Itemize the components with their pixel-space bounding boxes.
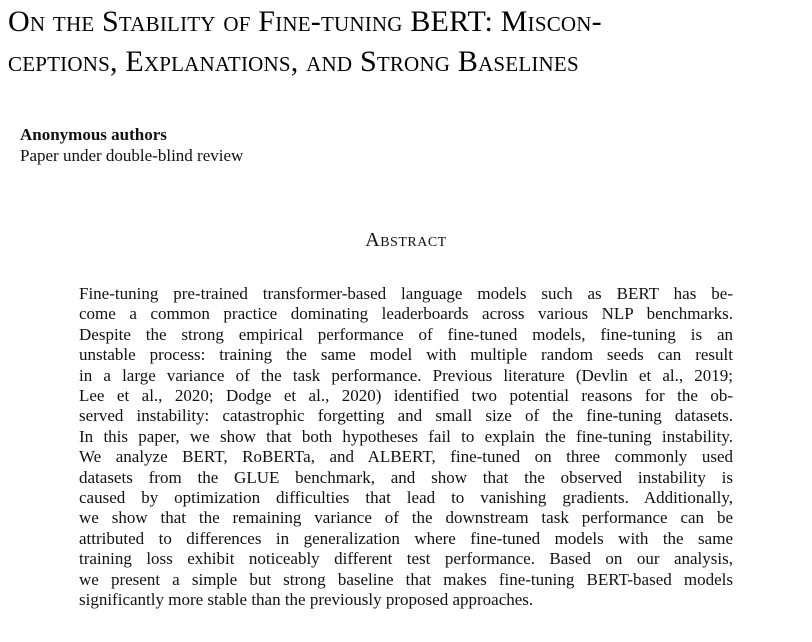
abstract-line: Fine-tuning pre-trained transformer-based language models such as BERT has be-: [79, 284, 733, 303]
abstract-line: caused by optimization difficulties that lead to vanishing gradients. Additionally,: [79, 488, 733, 508]
author-name: Anonymous authors: [20, 125, 167, 144]
abstract-line: in a large variance of the task performance. Previous literature (Devlin et al., 2019;: [79, 365, 733, 385]
abstract-line: training loss exhibit noticeably different test performance. Based on our analysis,: [79, 549, 733, 569]
abstract-heading: Abstract: [365, 229, 447, 251]
title-line: On the Stability of Fine-tuning BERT: Miscon-: [8, 5, 602, 38]
abstract-line: attributed to differences in generalization where fine-tuned models with the same: [79, 528, 733, 548]
abstract-line: unstable process: training the same model with multiple random seeds can result: [79, 345, 733, 365]
abstract-line: served instability: catastrophic forgetting and small size of the fine-tuning datasets.: [79, 406, 733, 426]
abstract-line: datasets from the GLUE benchmark, and show that the observed instability is: [79, 467, 733, 487]
abstract-line: We analyze BERT, RoBERTa, and ALBERT, fine-tuned on three commonly used: [79, 447, 733, 467]
author-affiliation: Paper under double-blind review: [20, 146, 244, 165]
abstract-line: Lee et al., 2020; Dodge et al., 2020) identified two potential reasons for the ob-: [79, 386, 733, 406]
abstract-line: significantly more stable than the previously proposed approaches.: [79, 590, 534, 610]
abstract-line: we show that the remaining variance of the downstream task performance can be: [79, 508, 733, 528]
abstract-body: [79, 284, 733, 611]
title-line: ceptions, Explanations, and Strong Baselines: [8, 45, 579, 78]
author-block: [20, 124, 243, 166]
abstract-line: In this paper, we show that both hypotheses fail to explain the fine-tuning instability.: [79, 426, 733, 446]
abstract-line: we present a simple but strong baseline that makes fine-tuning BERT-based models: [79, 569, 733, 589]
abstract-line: Despite the strong empirical performance of fine-tuned models, fine-tuning is an: [79, 324, 733, 344]
abstract-line: come a common practice dominating leaderboards across various NLP benchmarks.: [79, 304, 733, 324]
paper-title: [8, 2, 808, 82]
